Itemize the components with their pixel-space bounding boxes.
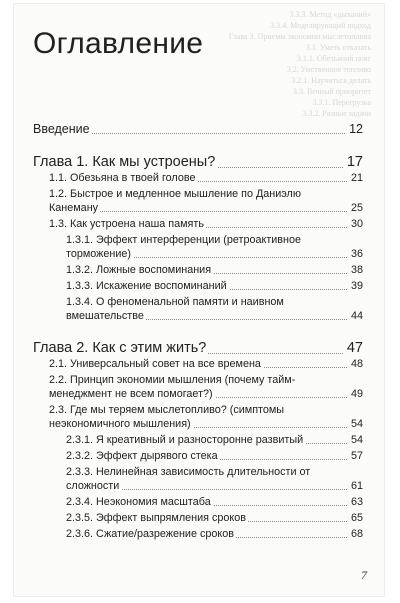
bleed-through-line: 3.3.1. Перегрузка: [312, 98, 371, 107]
toc-entry-title: 1.3.2. Ложные воспоминания: [66, 264, 212, 276]
toc-entry-page: 54: [348, 433, 363, 447]
toc-entry[interactable]: [33, 449, 363, 463]
toc-entry[interactable]: [33, 495, 363, 509]
toc-entry[interactable]: [33, 217, 363, 231]
toc-chapter[interactable]: [33, 153, 363, 171]
toc-entry-page: 25: [348, 201, 363, 215]
toc-entry-title: 2.3.5. Эффект выпрямления сроков: [66, 512, 246, 524]
toc-entry-title: 2.3.4. Неэкономия масштаба: [66, 496, 211, 508]
toc-entry-page: 44: [348, 309, 363, 323]
toc-entry-page: 47: [344, 339, 363, 357]
bleed-through-line: 3.1.1. Обезьяний пояс: [296, 54, 371, 63]
toc-entry[interactable]: [33, 171, 363, 185]
toc-entry-page: 63: [348, 495, 363, 509]
bleed-through-line: Глава 3. Приемы экономии мыслетоплива: [228, 32, 371, 41]
toc-entry[interactable]: [33, 433, 363, 447]
toc-entry[interactable]: [33, 465, 363, 493]
toc-entry-title: 2.1. Универсальный совет на все времена: [49, 358, 261, 370]
bleed-through-line: 3.3.4. Моделирующий подход: [270, 21, 371, 30]
toc-entry-page: 57: [348, 449, 363, 463]
toc-entry-title: 2.3. Где мы теряем мыслетопливо? (симптомы неэкономичного мышления): [49, 404, 285, 430]
bleed-through-line: 3.3. Вечный приоритет: [292, 87, 371, 96]
toc-entry-title: Введение: [33, 122, 90, 136]
toc-entry[interactable]: [33, 121, 363, 137]
toc-entry-page: 39: [348, 279, 363, 293]
toc-entry-title: Глава 1. Как мы устроены?: [33, 154, 216, 170]
bleed-through-line: 3.3.2. Разные задачи: [302, 109, 371, 118]
toc-entry-title: 2.3.2. Эффект дырявого стека: [66, 450, 218, 462]
toc-entry-title: 2.3.6. Сжатие/разрежение сроков: [66, 528, 234, 540]
toc-entry-title: 2.3.3. Нелинейная зависимость длительности от сложности: [66, 466, 311, 492]
table-of-contents: [33, 121, 363, 541]
toc-entry-page: 30: [348, 217, 363, 231]
page-number: 7: [361, 568, 367, 582]
toc-entry-title: 1.3. Как устроена наша память: [49, 218, 204, 230]
toc-entry[interactable]: [33, 373, 363, 401]
toc-entry-page: 54: [348, 417, 363, 431]
toc-entry-title: 2.2. Принцип экономии мышления (почему тайм-менеджмент не всем помогает?): [49, 374, 296, 400]
bleed-through-line: 3.2. Умственное топливо: [286, 65, 371, 74]
book-page: [13, 3, 385, 597]
toc-entry-title: 1.3.4. О феноменальной памяти и наивном вмешательстве: [66, 296, 284, 322]
toc-entry-title: 1.3.3. Искажение воспоминаний: [66, 280, 227, 292]
toc-entry[interactable]: [33, 403, 363, 431]
bleed-through-line: 3.3.3. Метод «дыханий»: [289, 10, 371, 19]
page-title: Оглавление: [33, 27, 204, 60]
toc-entry[interactable]: [33, 233, 363, 261]
toc-entry-page: 21: [348, 171, 363, 185]
toc-entry-title: 1.1. Обезьяна в твоей голове: [49, 172, 196, 184]
toc-entry-page: 68: [348, 527, 363, 541]
bleed-through-line: 3.2.1. Научиться делать: [291, 76, 371, 85]
toc-entry[interactable]: [33, 279, 363, 293]
toc-entry[interactable]: [33, 263, 363, 277]
toc-entry[interactable]: [33, 357, 363, 371]
toc-entry-title: 1.2. Быстрое и медленное мышление по Даниэлю Канеману: [49, 188, 301, 214]
toc-entry-title: Глава 2. Как с этим жить?: [33, 340, 207, 356]
toc-entry-page: 12: [346, 121, 363, 137]
toc-entry-page: 36: [348, 247, 363, 261]
toc-entry-page: 65: [348, 511, 363, 525]
bleed-through-text: [161, 9, 371, 119]
toc-entry-title: 1.3.1. Эффект интерференции (ретроактивное торможение): [66, 234, 302, 260]
toc-entry-page: 49: [348, 387, 363, 401]
toc-entry[interactable]: [33, 187, 363, 215]
toc-entry-page: 38: [348, 263, 363, 277]
bleed-through-line: 3.1. Уметь отказать: [305, 43, 371, 52]
toc-entry-page: 48: [348, 357, 363, 371]
toc-chapter[interactable]: [33, 339, 363, 357]
toc-entry[interactable]: [33, 527, 363, 541]
toc-entry-page: 61: [348, 479, 363, 493]
toc-entry[interactable]: [33, 511, 363, 525]
toc-entry-page: 17: [344, 153, 363, 171]
toc-entry-title: 2.3.1. Я креативный и разносторонне развитый: [66, 434, 304, 446]
toc-entry[interactable]: [33, 295, 363, 323]
